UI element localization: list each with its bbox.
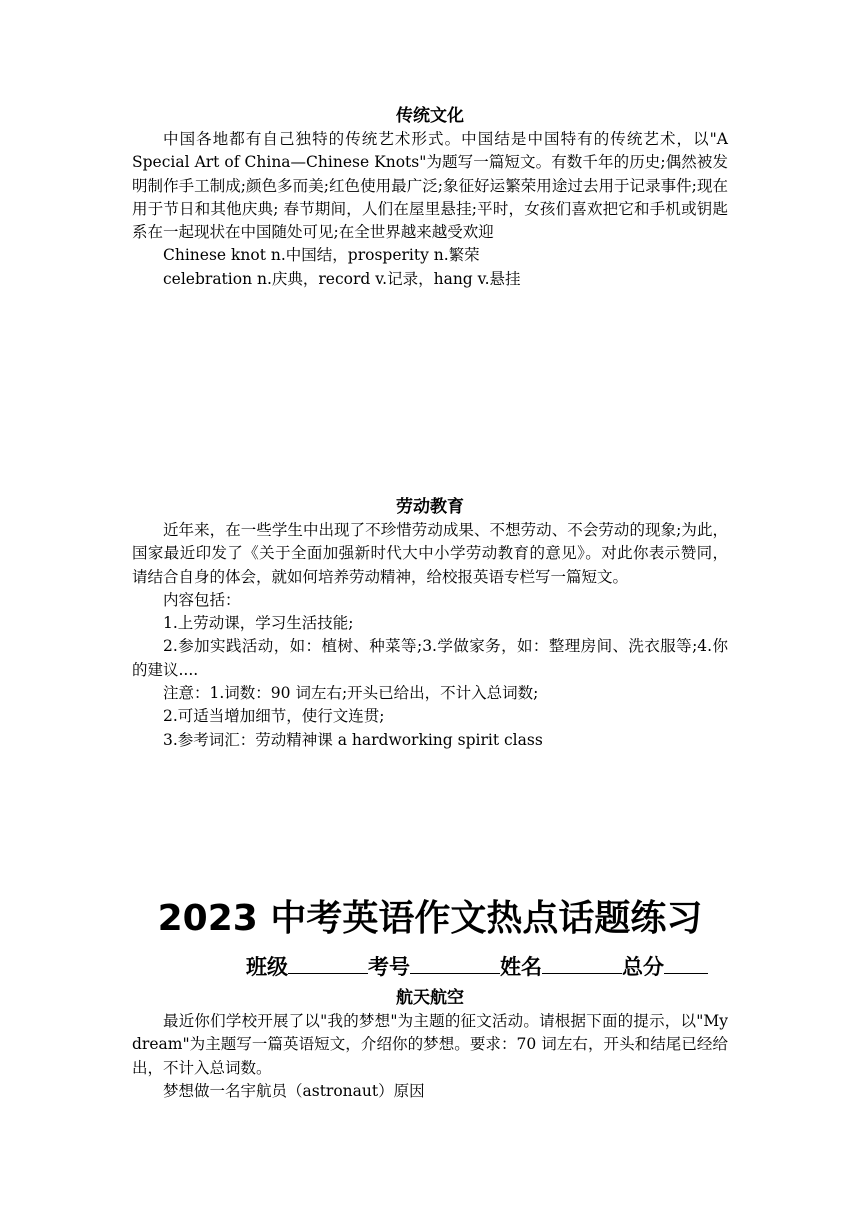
exam-title: 2023 中考英语作文热点话题练习	[157, 898, 703, 939]
name-blank[interactable]	[542, 951, 622, 974]
labor-item-1: 1.上劳动课，学习生活技能;	[163, 614, 354, 633]
culture-vocab-1: Chinese knot n.中国结，prosperity n.繁荣	[163, 246, 480, 265]
culture-heading: 传统文化	[396, 106, 464, 126]
labor-heading: 劳动教育	[396, 497, 464, 517]
space-hint-1: 梦想做一名宇航员（astronaut）原因	[163, 1081, 425, 1100]
labor-note-2: 2.可适当增加细节，使行文连贯;	[163, 707, 385, 726]
class-label: 班级	[246, 954, 288, 979]
score-label: 总分	[622, 954, 664, 979]
culture-vocab-2: celebration n.庆典，record v.记录，hang v.悬挂	[163, 269, 521, 288]
score-blank[interactable]	[664, 951, 708, 974]
exam-no-blank[interactable]	[410, 951, 500, 974]
space-section	[132, 986, 728, 1103]
space-body: 最近你们学校开展了以"我的梦想"为主题的征文活动。请根据下面的提示，以"My dream"为主题写一篇英语短文，介绍你的梦想。要求：70 词左右，开头和结尾已经给出，不计入总词数。	[132, 1012, 728, 1077]
name-label: 姓名	[500, 954, 542, 979]
exam-no-label: 考号	[368, 954, 410, 979]
labor-section	[132, 495, 728, 752]
culture-body: 中国各地都有自己独特的传统艺术形式。中国结是中国特有的传统艺术，以"A Special Art of China—Chinese Knots"为题写一篇短文。有数千年的历史;偶然被发明制作手工制成;颜色多而美;红色使用最广泛;象征好运繁荣用途过去用于记录事件;现在用于节日和其他庆典; 春节期间，人们在屋里悬挂;平时，女孩们喜欢把它和手机或钥匙系在一起现状在中国随处可见;在全世界越来越受欢迎	[132, 130, 728, 242]
culture-section	[132, 104, 728, 291]
labor-note-1: 注意：1.词数：90 词左右;开头已给出，不计入总词数;	[163, 684, 539, 703]
labor-content-label: 内容包括：	[163, 590, 241, 609]
labor-body: 近年来，在一些学生中出现了不珍惜劳动成果、不想劳动、不会劳动的现象;为此，国家最近印发了《关于全面加强新时代大中小学劳动教育的意见》。对此你表示赞同，请结合自身的体会，就如何培养劳动精神，给校报英语专栏写一篇短文。	[132, 521, 728, 586]
labor-note-3: 3.参考词汇：劳动精神课 a hardworking spirit class	[163, 730, 543, 749]
student-info-line	[246, 950, 708, 984]
space-heading: 航天航空	[396, 988, 464, 1008]
class-blank[interactable]	[288, 951, 368, 974]
labor-item-2-3-4: 2.参加实践活动，如：植树、种菜等;3.学做家务，如：整理房间、洗衣服等;4.你的建议....	[132, 637, 729, 679]
